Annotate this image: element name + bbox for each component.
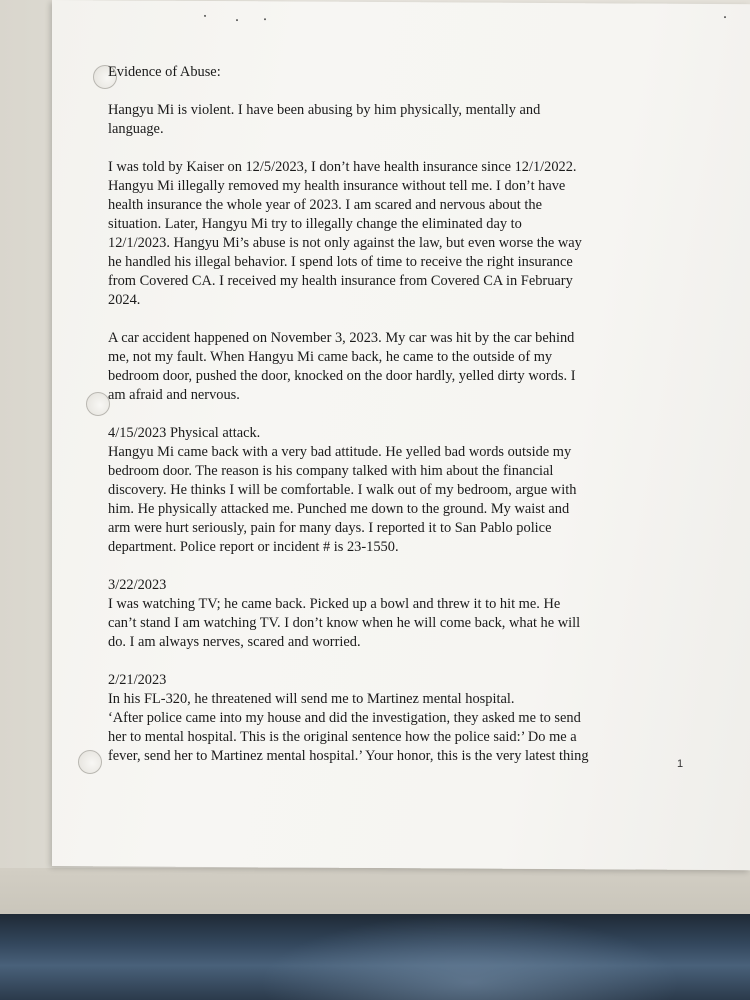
paper-speck [724,16,726,18]
paragraph-car-accident [108,329,708,405]
entry-date: 3/22/2023 [108,577,167,593]
entry-date: 2/21/2023 [108,672,167,688]
text-line: he handled his illegal behavior. I spend lots of time to receive the right insurance [108,254,573,270]
entry-date: 4/15/2023 Physical attack. [108,425,261,441]
text-line: Hangyu Mi illegally removed my health insurance without tell me. I don’t have [108,178,566,194]
text-line: A car accident happened on November 3, 2023. My car was hit by the car behind [108,330,575,346]
text-line: discovery. He thinks I will be comfortable. I walk out of my bedroom, argue with [108,482,577,498]
text-line: her to mental hospital. This is the original sentence how the police said:’ Do me a [108,729,577,745]
text-line: me, not my fault. When Hangyu Mi came back, he came to the outside of my [108,349,553,365]
punch-hole-bottom [78,750,102,774]
text-line: him. He physically attacked me. Punched me down to the ground. My waist and [108,501,570,517]
document-body [108,63,708,766]
text-line: am afraid and nervous. [108,387,240,403]
text-line: from Covered CA. I received my health insurance from Covered CA in February [108,273,573,289]
punch-hole-middle [86,392,110,416]
text-line: language. [108,121,164,137]
text-line: I was told by Kaiser on 12/5/2023, I don’t have health insurance since 12/1/2022. [108,159,577,175]
document-heading: Evidence of Abuse: [108,64,221,80]
text-line: Hangyu Mi is violent. I have been abusing by him physically, mentally and [108,102,541,118]
text-line: I was watching TV; he came back. Picked up a bowl and threw it to hit me. He [108,596,561,612]
text-line: ‘After police came into my house and did the investigation, they asked me to send [108,710,581,726]
text-line: can’t stand I am watching TV. I don’t know when he will come back, what he will [108,615,581,631]
paragraph-bowl-incident [108,576,708,652]
text-line: 2024. [108,292,141,308]
text-line: situation. Later, Hangyu Mi try to illegally change the eliminated day to [108,216,522,232]
text-line: do. I am always nerves, scared and worried. [108,634,361,650]
text-line: arm were hurt seriously, pain for many days. I reported it to San Pablo police [108,520,552,536]
desk-edge [0,868,750,918]
paragraph-health-insurance [108,158,708,310]
text-line: health insurance the whole year of 2023. I am scared and nervous about the [108,197,542,213]
page-number: 1 [677,758,684,770]
text-line: bedroom door, pushed the door, knocked on the door hardly, yelled dirty words. I [108,368,576,384]
text-line: 12/1/2023. Hangyu Mi’s abuse is not only against the law, but even worse the way [108,235,582,251]
paragraph-intro [108,101,708,139]
text-line: In his FL-320, he threatened will send me to Martinez mental hospital. [108,691,515,707]
fabric-fold [260,914,680,1000]
text-line: department. Police report or incident # is 23-1550. [108,539,399,555]
text-line: fever, send her to Martinez mental hospital.’ Your honor, this is the very latest thing [108,748,589,764]
text-line: bedroom door. The reason is his company talked with him about the financial [108,463,554,479]
paper-speck [264,18,266,20]
paragraph-physical-attack [108,424,708,557]
paper-speck [236,19,238,21]
paragraph-mental-hospital-threat [108,671,708,766]
paper-speck [204,15,206,17]
text-line: Hangyu Mi came back with a very bad attitude. He yelled bad words outside my [108,444,572,460]
